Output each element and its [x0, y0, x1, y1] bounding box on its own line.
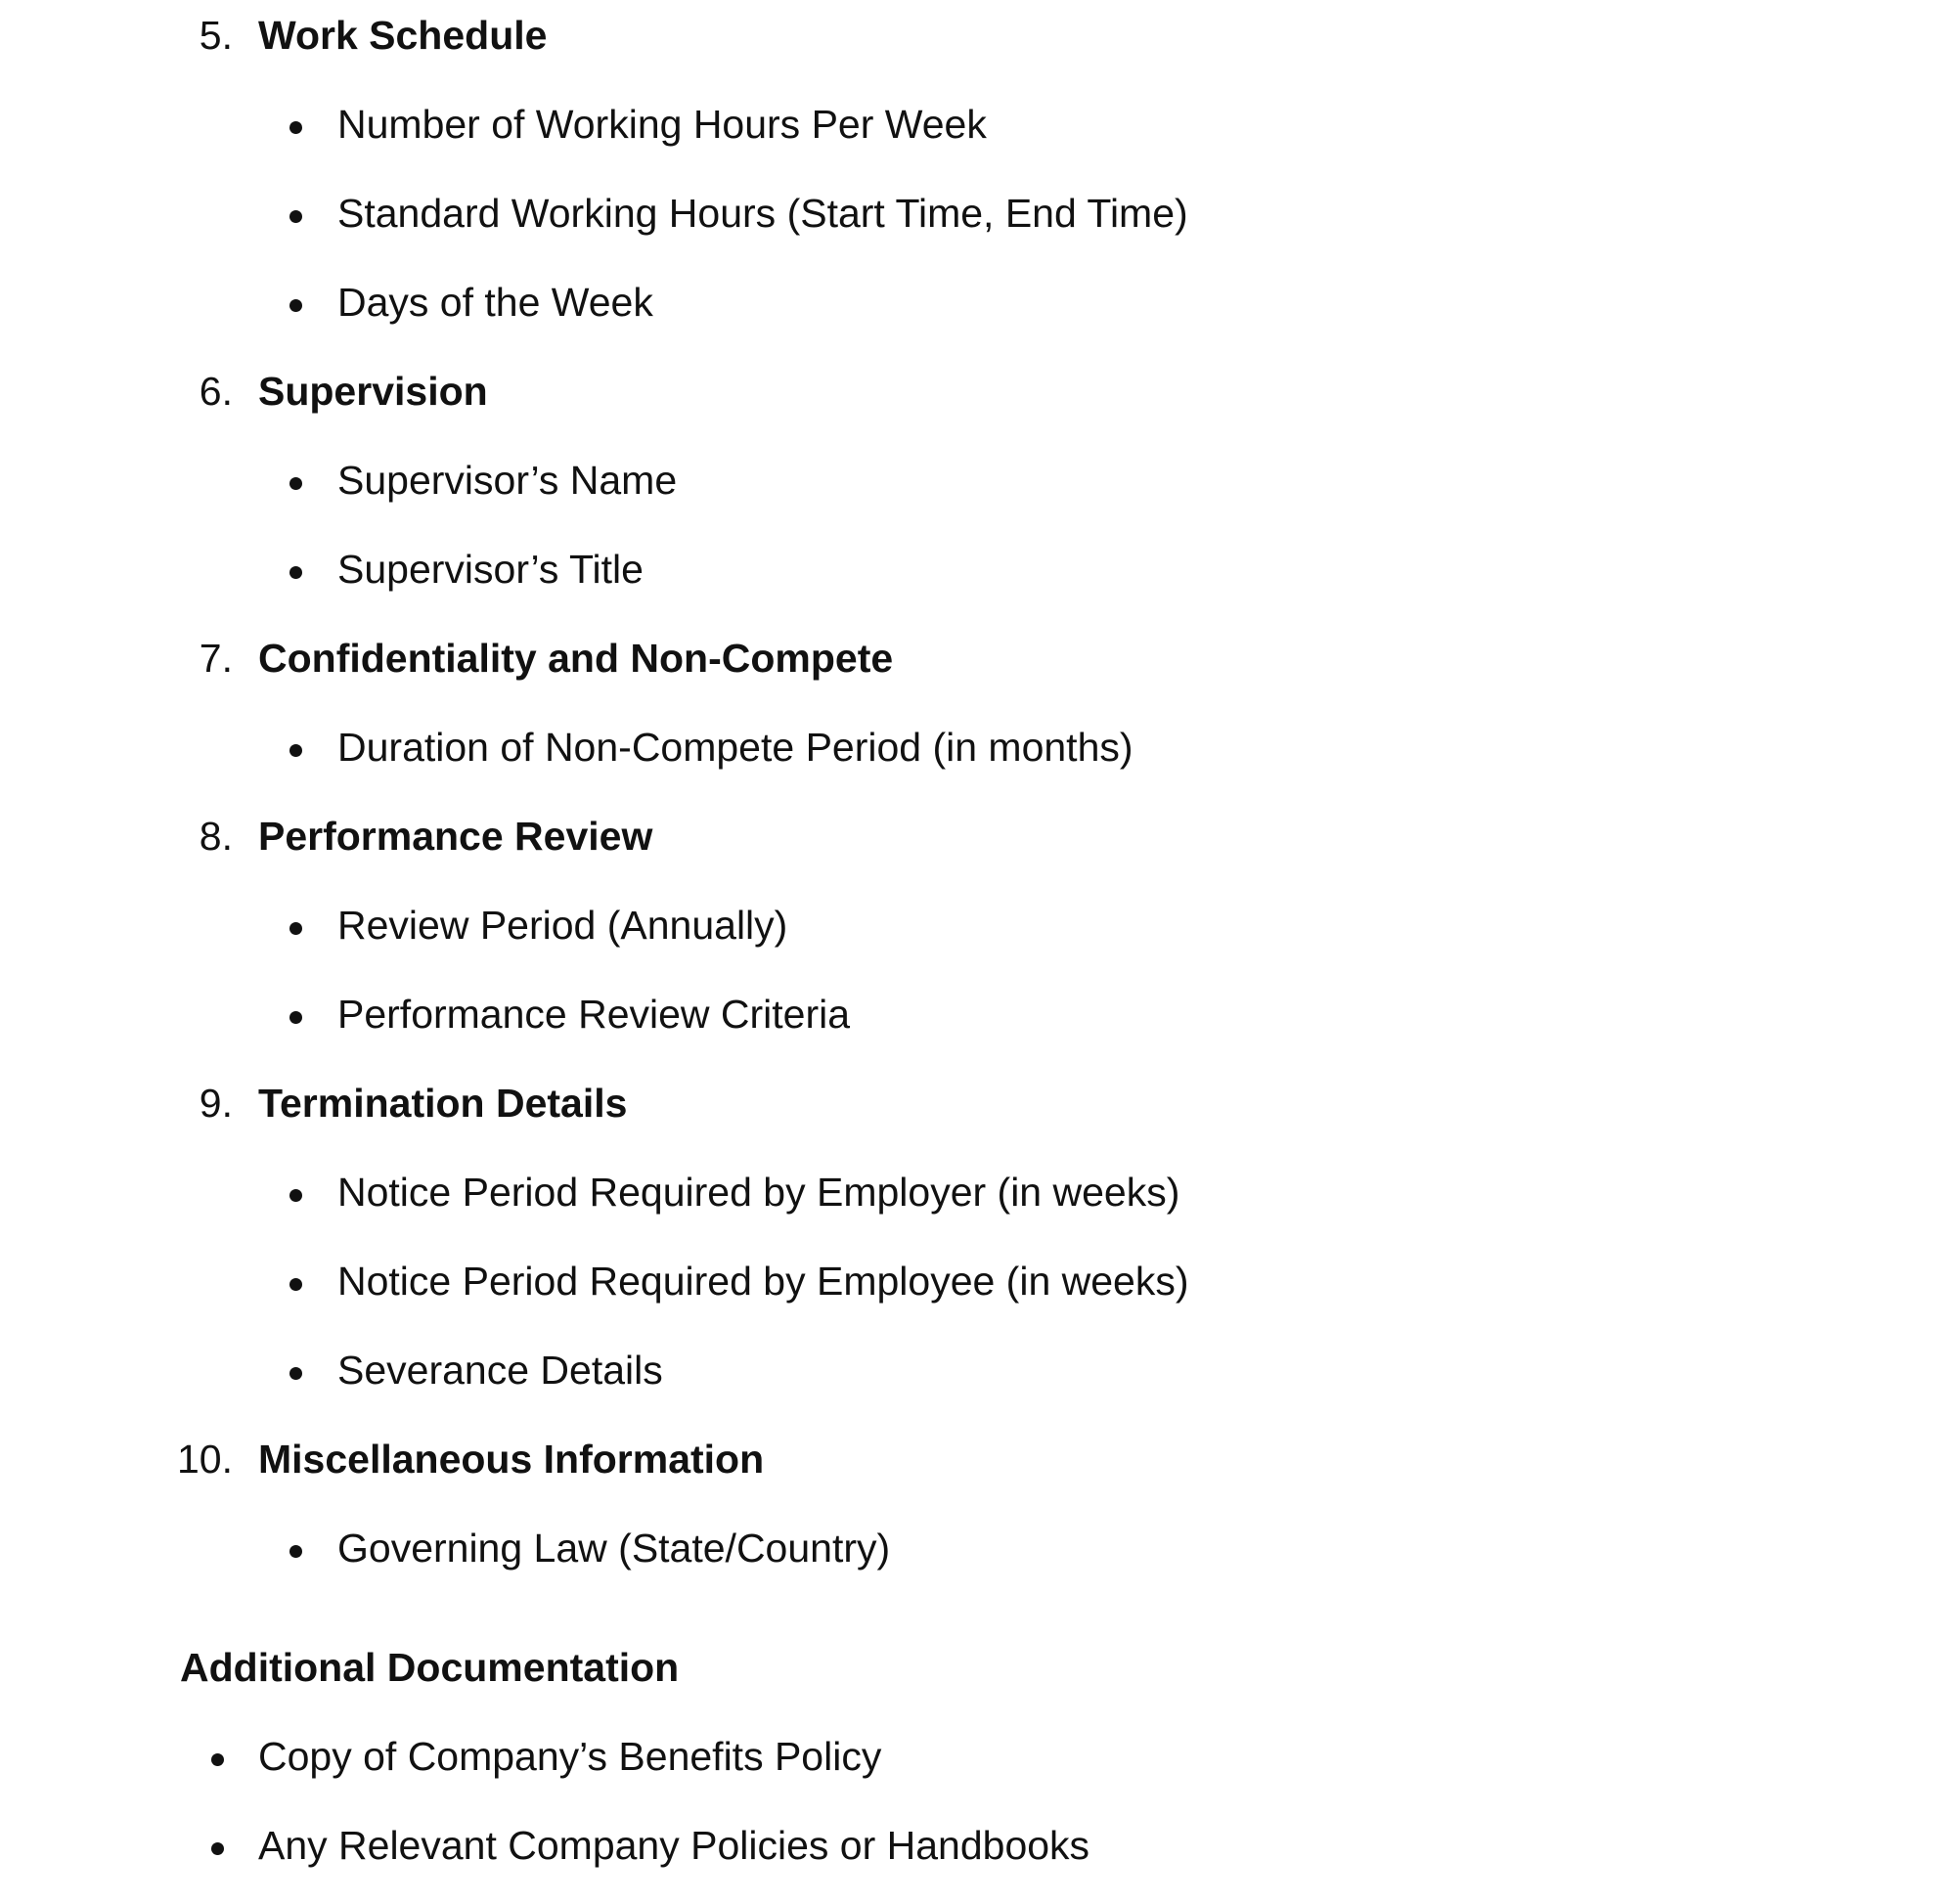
bullet-icon — [289, 1189, 302, 1202]
list-item-text: Governing Law (State/Country) — [337, 1526, 891, 1571]
list-item-text: Standard Working Hours (Start Time, End Time) — [337, 191, 1188, 236]
bullet-icon — [289, 299, 302, 312]
bullet-icon — [289, 477, 302, 490]
bullet-icon — [289, 121, 302, 134]
bullet-icon — [289, 922, 302, 935]
section-number: 8. — [199, 814, 233, 859]
list-item-text: Severance Details — [337, 1348, 663, 1393]
list-item-text: Review Period (Annually) — [337, 903, 788, 948]
bullet-icon — [211, 1753, 224, 1766]
section-number: 7. — [199, 636, 233, 681]
section-title: Performance Review — [258, 814, 653, 859]
section-number: 5. — [199, 13, 233, 58]
bullet-icon — [289, 1545, 302, 1558]
heading-text: Additional Documentation — [180, 1645, 680, 1690]
section-title: Confidentiality and Non-Compete — [258, 636, 894, 681]
list-item-text: Performance Review Criteria — [337, 992, 851, 1037]
section-title: Miscellaneous Information — [258, 1437, 765, 1482]
list-item-text: Duration of Non-Compete Period (in months) — [337, 725, 1134, 770]
section-number: 6. — [199, 369, 233, 414]
bullet-icon — [211, 1842, 224, 1855]
section-number: 10. — [177, 1437, 233, 1482]
bullet-icon — [289, 744, 302, 757]
section-title: Work Schedule — [258, 13, 548, 58]
list-item-text: Copy of Company’s Benefits Policy — [258, 1734, 882, 1779]
bullet-icon — [289, 1367, 302, 1380]
section-title: Supervision — [258, 369, 488, 414]
section-title: Termination Details — [258, 1081, 628, 1126]
bullet-icon — [289, 1011, 302, 1024]
list-item-text: Supervisor’s Title — [337, 547, 644, 592]
list-item-text: Notice Period Required by Employer (in weeks) — [337, 1170, 1180, 1215]
list-item-text: Notice Period Required by Employee (in weeks) — [337, 1259, 1189, 1304]
bullet-icon — [289, 1278, 302, 1291]
list-item-text: Any Relevant Company Policies or Handbooks — [258, 1823, 1090, 1868]
section-number: 9. — [199, 1081, 233, 1126]
bullet-icon — [289, 210, 302, 223]
list-item-text: Number of Working Hours Per Week — [337, 102, 987, 147]
list-item-text: Supervisor’s Name — [337, 458, 678, 503]
bullet-icon — [289, 566, 302, 579]
list-item-text: Days of the Week — [337, 280, 653, 325]
